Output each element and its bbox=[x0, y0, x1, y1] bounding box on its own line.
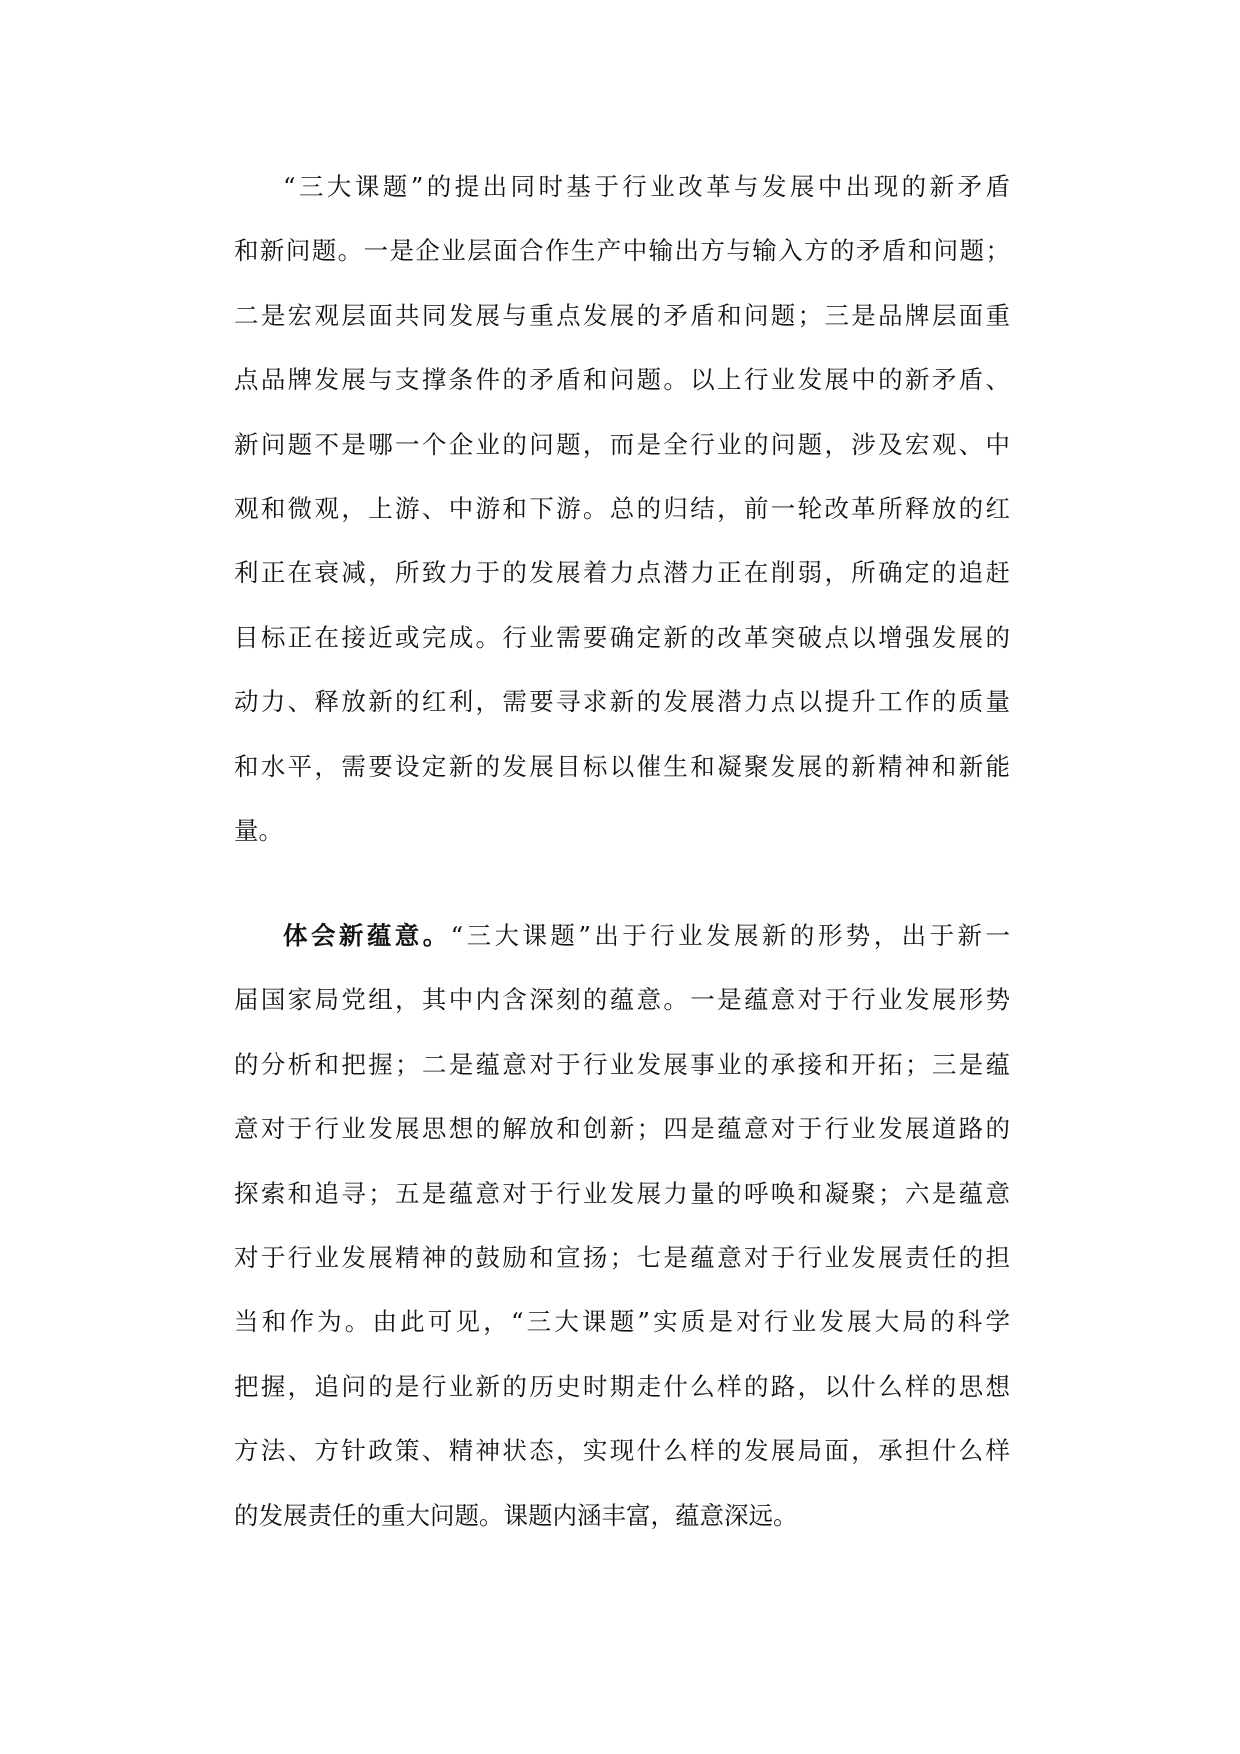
paragraph-1 bbox=[234, 172, 1010, 880]
paragraph-1-line: 动力、释放新的红利，需要寻求新的发展潜力点以提升工作的质量 bbox=[234, 687, 1010, 717]
paragraph-2-line: 的分析和把握；二是蕴意对于行业发展事业的承接和开拓；三是蕴 bbox=[234, 1049, 1010, 1079]
paragraph-2-line: 当和作为。由此可见，“三大课题”实质是对行业发展大局的科学 bbox=[234, 1307, 1010, 1337]
paragraph-1-line: “三大课题”的提出同时基于行业改革与发展中出现的新矛盾 bbox=[283, 172, 1010, 201]
paragraph-1-last-line: 量。 bbox=[234, 815, 283, 845]
paragraph-1-line: 二是宏观层面共同发展与重点发展的矛盾和问题；三是品牌层面重 bbox=[234, 300, 1010, 330]
paragraph-1-line: 点品牌发展与支撑条件的矛盾和问题。以上行业发展中的新矛盾、 bbox=[234, 365, 1010, 395]
paragraph-1-line: 利正在衰减，所致力于的发展着力点潜力正在削弱，所确定的追赶 bbox=[234, 558, 1010, 588]
paragraph-2-line: 方法、方针政策、精神状态，实现什么样的发展局面，承担什么样 bbox=[234, 1436, 1010, 1466]
paragraph-2-line: 对于行业发展精神的鼓励和宣扬；七是蕴意对于行业发展责任的担 bbox=[234, 1242, 1010, 1272]
paragraph-1-line: 和新问题。一是企业层面合作生产中输出方与输入方的矛盾和问题； bbox=[234, 236, 1010, 266]
paragraph-2-line: 探索和追寻；五是蕴意对于行业发展力量的呼唤和凝聚；六是蕴意 bbox=[234, 1178, 1010, 1208]
paragraph-2-line: 意对于行业发展思想的解放和创新；四是蕴意对于行业发展道路的 bbox=[234, 1114, 1010, 1144]
paragraph-1-line: 目标正在接近或完成。行业需要确定新的改革突破点以增强发展的 bbox=[234, 622, 1010, 652]
paragraph-2-line: 届国家局党组，其中内含深刻的蕴意。一是蕴意对于行业发展形势 bbox=[234, 985, 1010, 1015]
paragraph-2 bbox=[234, 921, 1010, 1565]
paragraph-2-first-line bbox=[234, 921, 1010, 985]
paragraph-2-first-line-text: “三大课题”出于行业发展新的形势，出于新一 bbox=[450, 921, 1010, 950]
paragraph-2-last-line: 的发展责任的重大问题。课题内涵丰富，蕴意深远。 bbox=[234, 1500, 798, 1530]
paragraph-1-line: 和水平，需要设定新的发展目标以催生和凝聚发展的新精神和新能 bbox=[234, 751, 1010, 781]
paragraph-1-line: 新问题不是哪一个企业的问题，而是全行业的问题，涉及宏观、中 bbox=[234, 429, 1010, 459]
paragraph-2-lead-heading: 体会新蕴意。 bbox=[283, 921, 451, 950]
paragraph-2-line: 把握，追问的是行业新的历史时期走什么样的路，以什么样的思想 bbox=[234, 1371, 1010, 1401]
paragraph-1-line: 观和微观，上游、中游和下游。总的归结，前一轮改革所释放的红 bbox=[234, 493, 1010, 523]
